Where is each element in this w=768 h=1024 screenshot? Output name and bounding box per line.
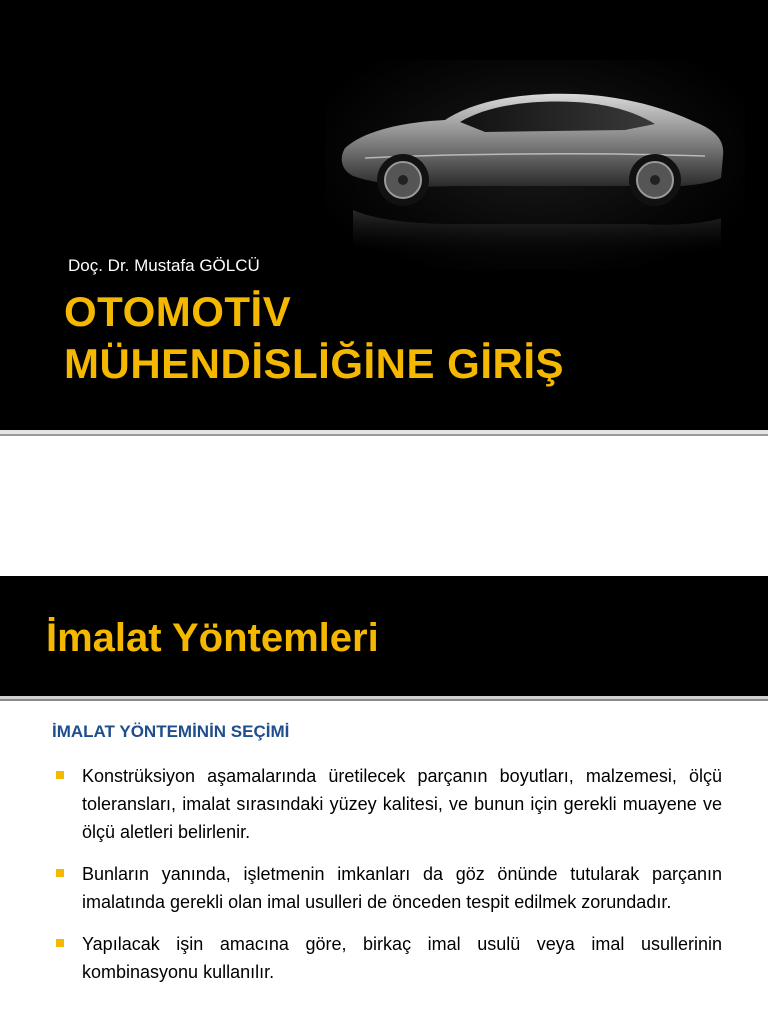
- bullet-text: Konstrüksiyon aşamalarında üretilecek parçanın boyutları, malzemesi, ölçü toleransları, imalat sırasındaki yüzey kalitesi, ve bunun için gerekli muayene ve ölçü aletleri belirlenir.: [82, 766, 722, 842]
- bullet-item: [54, 762, 722, 846]
- header-divider-dark: [0, 699, 768, 701]
- bullet-text: Bunların yanında, işletmenin imkanları da göz önünde tutularak parçanın imalatında gerekli olan imal usulleri de önceden tespit edilmek zorundadır.: [82, 864, 722, 912]
- title-line-1: OTOMOTİV: [64, 288, 292, 335]
- bullet-item: [54, 860, 722, 916]
- bullet-list: [54, 762, 722, 1000]
- sports-car-image: [325, 60, 745, 270]
- section-subheading: İMALAT YÖNTEMİNİN SEÇİMİ: [52, 722, 290, 741]
- author-name: Doç. Dr. Mustafa GÖLCÜ: [68, 256, 260, 275]
- title-line-2: MÜHENDİSLİĞİNE GİRİŞ: [64, 340, 565, 387]
- content-slide-title: İmalat Yöntemleri: [46, 616, 379, 660]
- title-slide: [0, 0, 768, 430]
- square-bullet-icon: [56, 869, 64, 877]
- square-bullet-icon: [56, 771, 64, 779]
- slide-title: [64, 286, 564, 390]
- slide-gap: [0, 436, 768, 576]
- bullet-item: [54, 930, 722, 986]
- content-slide-header: [0, 576, 768, 696]
- car-illustration: [325, 60, 745, 270]
- bullet-text: Yapılacak işin amacına göre, birkaç imal usulü veya imal usullerinin kombinasyonu kullanılır.: [82, 934, 722, 982]
- square-bullet-icon: [56, 939, 64, 947]
